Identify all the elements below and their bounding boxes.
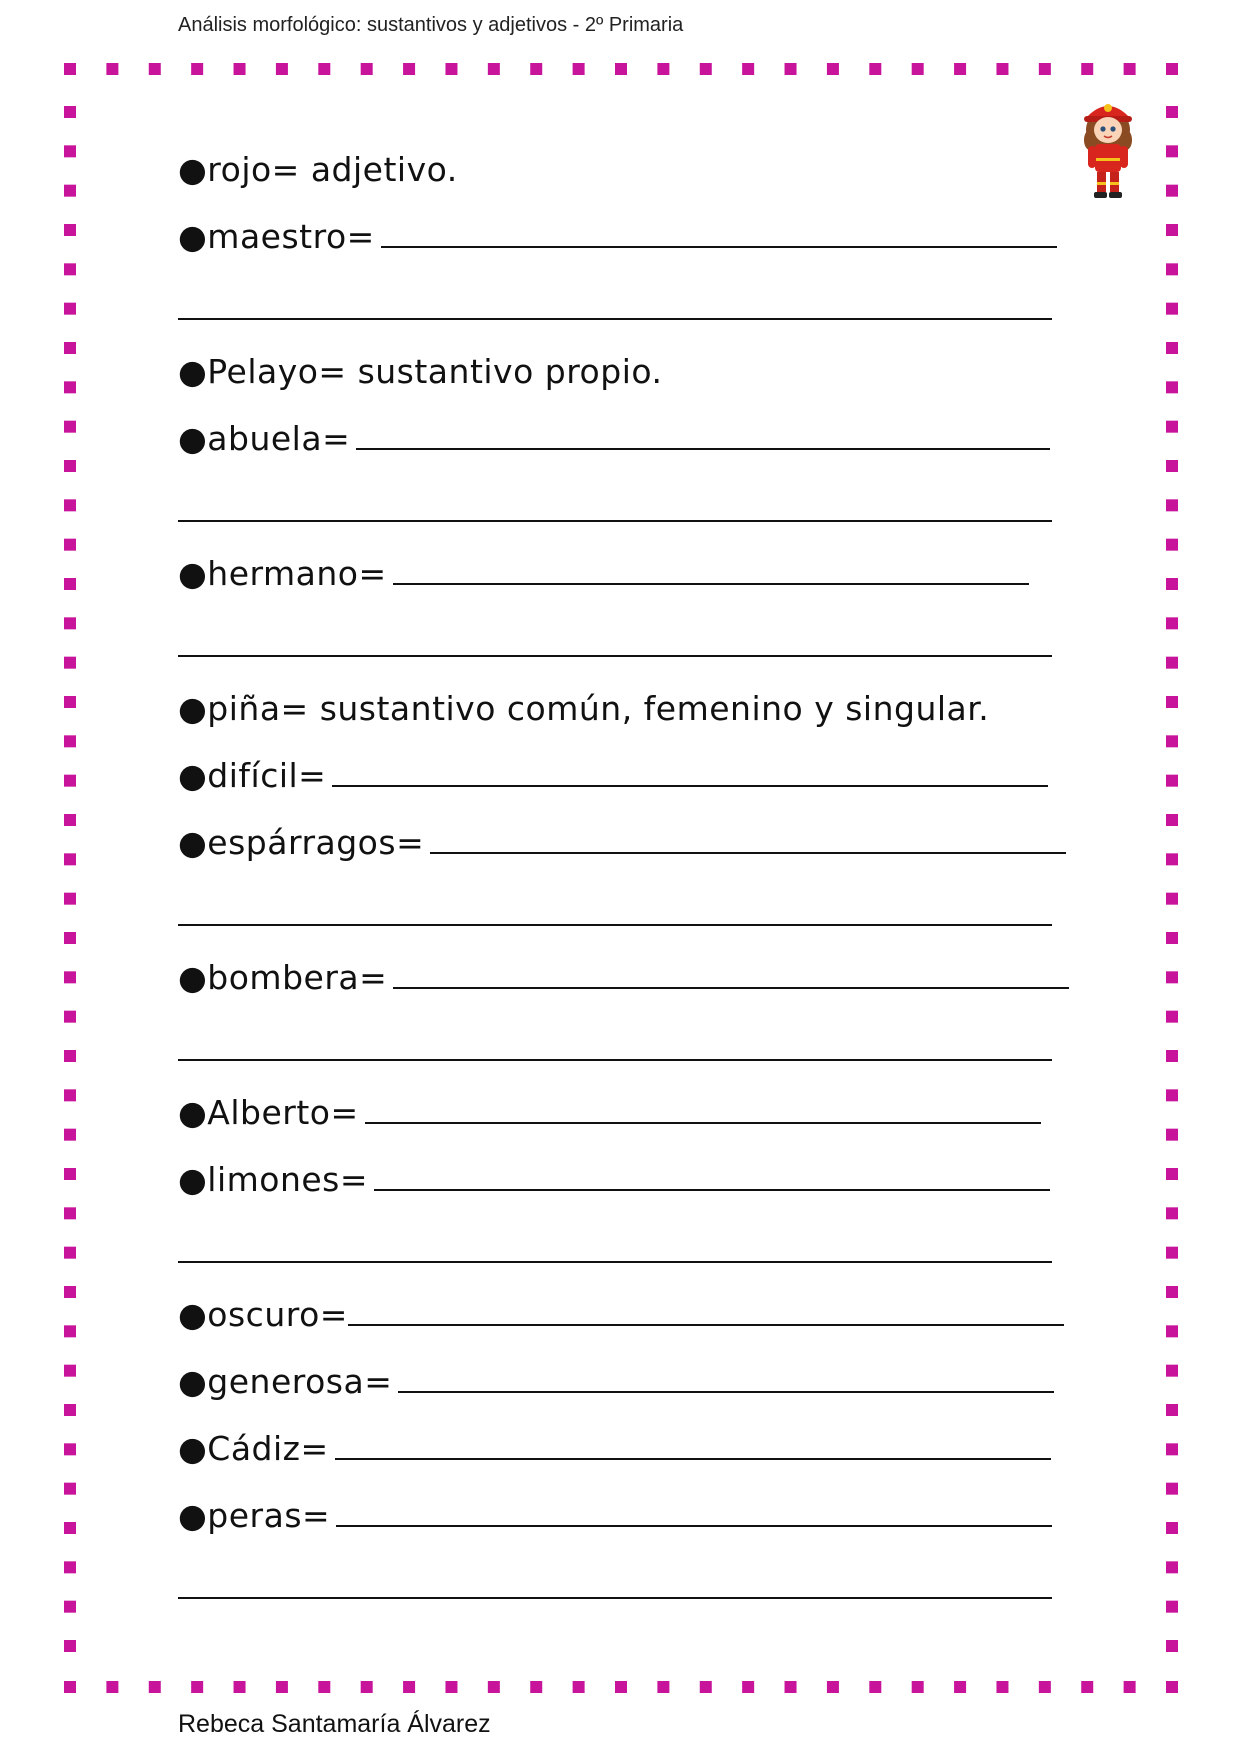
exercise-item-bombera [178,958,1069,998]
border-dot [64,1325,76,1337]
border-dot [1166,971,1178,983]
border-dot [912,1681,924,1693]
border-dot [64,1601,76,1613]
border-dot [403,1681,415,1693]
border-dot [1166,775,1178,787]
border-dot [1166,1681,1178,1693]
border-dot [1166,1522,1178,1534]
item-label: ●Alberto= [178,1093,359,1132]
answer-line[interactable] [178,1597,1052,1599]
border-dot [488,63,500,75]
border-dot [657,1681,669,1693]
border-dot [1039,1681,1051,1693]
answer-line[interactable] [356,422,1050,450]
answer-line[interactable] [365,1096,1041,1124]
border-dot [785,1681,797,1693]
border-dot [64,1050,76,1062]
border-dot [488,1681,500,1693]
exercise-item-dificil [178,756,1048,796]
item-label: ●limones= [178,1160,369,1199]
border-dot [1166,1325,1178,1337]
border-dot [1166,893,1178,905]
border-dot [1039,63,1051,75]
border-dot [1166,1404,1178,1416]
border-dot [64,1089,76,1101]
item-label: ●Pelayo= sustantivo propio. [178,352,663,391]
border-dot [276,63,288,75]
exercise-item-rojo [178,150,458,190]
border-dot [1166,1561,1178,1573]
border-dot [996,63,1008,75]
border-dot [1166,1286,1178,1298]
border-dot [64,1011,76,1023]
border-dot [1166,1011,1178,1023]
border-dot [64,539,76,551]
border-dot [1166,657,1178,669]
border-dot [64,893,76,905]
border-dot [869,1681,881,1693]
border-dot [64,381,76,393]
border-dot [64,1365,76,1377]
border-dot [64,1168,76,1180]
border-dot [869,63,881,75]
exercise-item-alberto [178,1093,1041,1133]
border-dot [64,696,76,708]
exercise-item-esparragos [178,823,1066,863]
border-dot [64,499,76,511]
border-dot [1166,1207,1178,1219]
border-dot [64,342,76,354]
exercise-item-abuela [178,419,1050,459]
border-dot [1166,106,1178,118]
border-dot [1166,1365,1178,1377]
border-dot [827,63,839,75]
border-dot [318,1681,330,1693]
border-dot [1166,1168,1178,1180]
border-dot [1166,263,1178,275]
border-dot [64,303,76,315]
border-dot [912,63,924,75]
item-label: ●Cádiz= [178,1429,329,1468]
item-label: ●hermano= [178,554,387,593]
border-dot [64,578,76,590]
border-dot [445,1681,457,1693]
border-dot [149,63,161,75]
answer-line[interactable] [178,1059,1052,1061]
item-label: ●piña= sustantivo común, femenino y singular. [178,689,990,728]
border-dot [106,1681,118,1693]
border-dot [1166,421,1178,433]
answer-line[interactable] [335,1432,1051,1460]
border-dot [742,63,754,75]
border-dot [1166,539,1178,551]
border-dot [1166,63,1178,75]
border-dot [1166,224,1178,236]
border-dot [1166,735,1178,747]
border-dot [64,224,76,236]
border-dot [191,1681,203,1693]
exercise-item-cadiz [178,1429,1051,1469]
border-dot [573,1681,585,1693]
border-dot [64,1207,76,1219]
border-dot [1166,1443,1178,1455]
border-dot [64,932,76,944]
border-dot [64,1129,76,1141]
border-dot [996,1681,1008,1693]
border-dot [64,1247,76,1259]
border-dot [785,63,797,75]
exercise-item-hermano [178,554,1029,594]
exercise-item-maestro [178,217,1057,257]
border-dot [700,63,712,75]
border-dot [64,263,76,275]
border-dot [1166,460,1178,472]
border-dot [64,1522,76,1534]
item-label: ●espárragos= [178,823,425,862]
item-label: ●oscuro= [178,1295,348,1334]
border-dot [64,106,76,118]
border-dot [657,63,669,75]
border-dot [64,814,76,826]
border-dot [361,63,373,75]
border-dot [64,1286,76,1298]
border-dot [64,185,76,197]
border-dot [361,1681,373,1693]
border-dot [64,1561,76,1573]
border-dot [1166,1129,1178,1141]
answer-line[interactable] [178,1261,1052,1263]
border-dot [954,1681,966,1693]
border-dot [1166,1247,1178,1259]
border-dot [64,1483,76,1495]
border-dot [64,1404,76,1416]
answer-line[interactable] [336,1499,1052,1527]
answer-line[interactable] [374,1163,1050,1191]
answer-line[interactable] [332,759,1048,787]
exercise-item-peras [178,1496,1052,1536]
border-dot [530,63,542,75]
border-dot [1124,63,1136,75]
border-dot [573,63,585,75]
border-dot [1166,932,1178,944]
border-dot [1166,1089,1178,1101]
exercise-item-generosa [178,1362,1054,1402]
border-dot [1166,578,1178,590]
border-dot [1166,381,1178,393]
border-dot [234,63,246,75]
exercise-item-limones [178,1160,1050,1200]
border-dot [64,145,76,157]
answer-line[interactable] [398,1365,1054,1393]
border-dot [64,460,76,472]
border-dot [1166,185,1178,197]
item-label: ●bombera= [178,958,388,997]
item-label: ●rojo= adjetivo. [178,150,458,189]
item-label: ●abuela= [178,419,351,458]
border-dot [1166,1483,1178,1495]
border-dot [64,1640,76,1652]
border-dot [530,1681,542,1693]
answer-line[interactable] [178,318,1052,320]
item-label: ●peras= [178,1496,331,1535]
page-header: Análisis morfológico: sustantivos y adjetivos - 2º Primaria [178,14,684,36]
border-dot [64,735,76,747]
item-label: ●difícil= [178,756,327,795]
answer-line[interactable] [178,520,1052,522]
border-dot [827,1681,839,1693]
border-dot [615,63,627,75]
answer-line[interactable] [348,1298,1064,1326]
border-dot [1166,499,1178,511]
border-dot [1166,696,1178,708]
exercise-item-pina [178,689,989,729]
border-dot [106,63,118,75]
border-dot [234,1681,246,1693]
border-dot [191,63,203,75]
border-dot [64,775,76,787]
border-dot [954,63,966,75]
border-dot [615,1681,627,1693]
item-label: ●maestro= [178,217,375,256]
border-dot [1166,617,1178,629]
border-dot [1166,1601,1178,1613]
answer-line[interactable] [430,826,1066,854]
border-dot [1166,853,1178,865]
border-dot [64,853,76,865]
border-dot [276,1681,288,1693]
border-dot [1081,63,1093,75]
border-dot [1124,1681,1136,1693]
answer-line[interactable] [381,220,1057,248]
border-dot [403,63,415,75]
border-dot [1166,1050,1178,1062]
answer-line[interactable] [393,557,1029,585]
border-dot [1166,145,1178,157]
border-dot [742,1681,754,1693]
border-dot [64,657,76,669]
border-dot [64,1681,76,1693]
answer-line[interactable] [178,924,1052,926]
border-dot [64,421,76,433]
border-dot [1166,342,1178,354]
answer-line[interactable] [178,655,1052,657]
exercise-item-oscuro [178,1295,1064,1335]
border-dot [64,63,76,75]
border-dot [445,63,457,75]
border-dot [64,617,76,629]
firefighter-girl-illustration [1078,96,1138,200]
answer-line[interactable] [393,961,1069,989]
item-label: ●generosa= [178,1362,393,1401]
border-dot [64,1443,76,1455]
border-dot [1081,1681,1093,1693]
border-dot [149,1681,161,1693]
author-footer: Rebeca Santamaría Álvarez [178,1710,491,1738]
border-dot [1166,814,1178,826]
border-dot [318,63,330,75]
border-dot [700,1681,712,1693]
exercise-item-pelayo [178,352,662,392]
border-dot [64,971,76,983]
border-dot [1166,303,1178,315]
border-dot [1166,1640,1178,1652]
